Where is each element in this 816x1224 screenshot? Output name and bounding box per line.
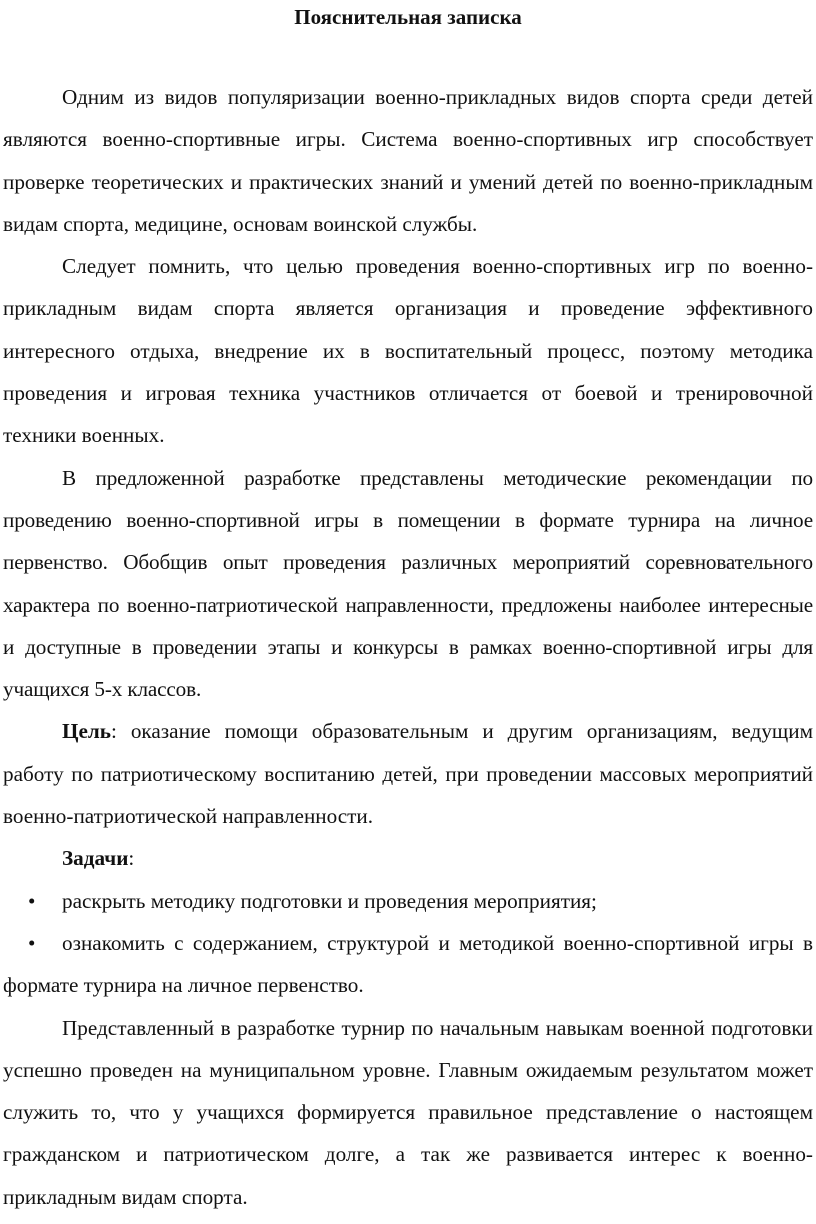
bullet-icon: • (28, 888, 36, 913)
paragraph-development: В предложенной разработке представлены методические рекомендации по проведению военно-спортивной игры в помещении в формате турнира на личное первенство. Обобщив опыт проведения различных мероприятий соревновательного характера по военно-патриотической направленности, предложены наиболее интересные и доступные в проведении этапы и конкурсы в рамках военно-спортивной игры для учащихся 5-х классов. (3, 465, 813, 702)
list-item (3, 922, 813, 1007)
goal-label: Цель (62, 719, 111, 744)
tasks-colon: : (128, 846, 135, 871)
paragraph-goal (3, 710, 813, 837)
paragraph-intro: Одним из видов популяризации военно-прикладных видов спорта среди детей являются военно-спортивные игры. Система военно-спортивных игр способствует проверке теоретических и практических знаний и умений детей по военно-прикладным видам спорта, медицине, основам воинской службы. (3, 85, 813, 236)
page-title: Пояснительная записка (294, 5, 522, 29)
task-text: раскрыть методику подготовки и проведения мероприятия; (62, 888, 597, 913)
tasks-heading (3, 837, 813, 879)
task-text: ознакомить с содержанием, структурой и методикой военно-спортивной игры в формате турнира на личное первенство. (3, 930, 813, 998)
goal-text: : оказание помощи образовательным и другим организациям, ведущим работу по патриотическому воспитанию детей, при проведении массовых мероприятий военно-патриотической направленности. (3, 719, 813, 829)
tasks-label: Задачи (62, 846, 129, 871)
bullet-icon: • (28, 930, 36, 955)
list-item (3, 880, 813, 922)
paragraph-purpose: Следует помнить, что целью проведения военно-спортивных игр по военно-прикладным видам спорта является организация и проведение эффективного интересного отдыха, внедрение их в воспитательный процесс, поэтому методика проведения и игровая техника участников отличается от боевой и тренировочной техники военных. (3, 254, 813, 448)
paragraph-result: Представленный в разработке турнир по начальным навыкам военной подготовки успешно проведен на муниципальном уровне. Главным ожидаемым результатом может служить то, что у учащихся формируется правильное представление о настоящем гражданском и патриотическом долге, а так же развивается интерес к военно-прикладным видам спорта. (3, 1015, 813, 1209)
